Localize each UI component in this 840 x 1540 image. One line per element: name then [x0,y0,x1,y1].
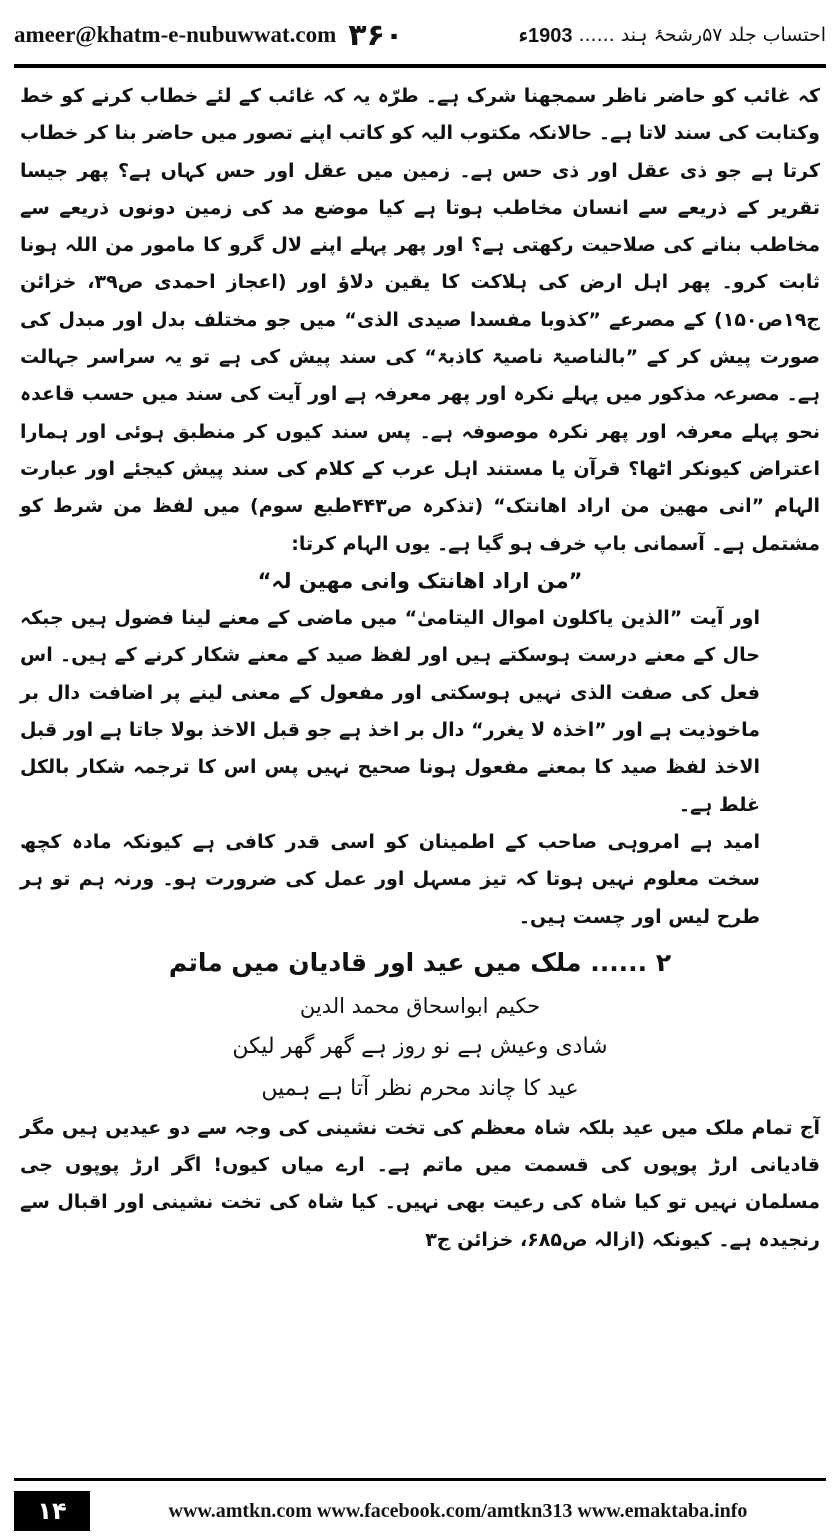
page-body [20,78,820,1259]
paragraph-1: کہ غائب کو حاضر ناظر سمجھنا شرک ہے۔ طرّہ یہ کہ غائب کے لئے خطاب کرنے کو خط وکتابت کی سند لاتا ہے۔ حالانکہ مکتوب الیہ کو کاتب اپنے تصور میں حاضر بنا کر خطاب کرتا ہے جو ذی عقل اور ذی حس ہے۔ زمین میں عقل اور حس کہاں ہے؟ پھر جیسا تقریر کے ذریعے سے انسان مخاطب ہوتا ہے کیا موضع مد کی زمین دونوں ذریعے سے مخاطب بنانے کی صلاحیت رکھتی ہے؟ اور پھر پہلے اپنے لال گرو کا مامور من اللہ ہونا ثابت کرو۔ پھر اہل ارض کی ہلاکت کا یقین دلاؤ اور (اعجاز احمدی ص۳۹، خزائن ج۱۹ص۱۵۰) کے مصرعے ”کذوبا مفسدا صیدی الذی“ میں جو مختلف بدل اور مبدل کی صورت پیش کر کے ”بالناصیۃ ناصیۃ کاذبۃ“ کی سند پیش کی ہے تو یہ سراسر جہالت ہے۔ مصرعہ مذکور میں پہلے نکرہ اور پھر معرفہ ہے اور آیت کی سند میں حسب قاعدہ نحو پہلے معرفہ اور پھر نکرہ موصوفہ ہے۔ پس سند کیوں کر منطبق ہوئی اور ہمارا اعتراض کیونکر اٹھا؟ قرآن یا مستند اہل عرب کے کلام کی سند پیش کیجئے اور عبارت الہام ”انی مھین من اراد اھانتک“ (تذکرہ ص۴۴۳طبع سوم) میں لفظ من شرط کو مشتمل ہے۔ آسمانی باپ خرف ہو گیا ہے۔ یوں الہام کرتا: [20,85,821,555]
verse-line-2: عید کا چاند محرم نظر آتا ہے ہمیں [261,1075,579,1101]
paragraph-3: امید ہے امروہی صاحب کے اطمینان کو اسی قدر کافی ہے کیونکہ مادہ کچھ سخت معلوم نہیں ہوتا کہ تیز مسہل اور عمل کی ضرورت ہو۔ ورنہ ہم تو ہر طرح لیس اور چست ہیں۔ [20,830,760,928]
page-header [14,12,826,58]
header-year: 1903ء [518,24,573,47]
header-left [14,18,403,53]
verse-line-1: شادی وعیش ہے نو روز ہے گھر گھر لیکن [232,1033,608,1059]
page-footer [14,1490,826,1532]
paragraph-4: آج تمام ملک میں عید بلکہ شاہ معظم کی تخت نشینی کی وجہ سے دو عیدیں ہیں مگر قادیانی ارڑ پوپوں کی قسمت میں ماتم ہے۔ ارے میاں کیوں! اگر ارڑ پوپوں جی مسلمان نہیں تو کیا شاہ کی رعیت بھی نہیں۔ کیا شاہ کی تخت نشینی اور اقبال سے رنجیدہ ہے۔ کیونکہ (ازالہ ص۶۸۵، خزائن ج۳ [20,1116,820,1251]
header-title [519,23,826,48]
folio-number: ۱۴ [14,1491,90,1531]
header-dots: ...... [578,24,615,46]
quote-line: ”من اراد اھانتک وانی مھین لہ“ [257,568,583,593]
section-heading: ۲ ...... ملک میں عید اور قادیان میں ماتم [168,947,672,977]
header-email: ameer@khatm-e-nubuwwat.com [14,22,337,47]
footer-urls: www.amtkn.com www.facebook.com/amtkn313 www.emaktaba.info [168,1499,748,1522]
author-name: حکیم ابواسحاق محمد الدین [299,993,541,1018]
book-title: احتساب جلد ۵۷رشحۂ ہند [620,24,826,46]
paragraph-2: اور آیت ”الذین یاکلون اموال الیتامیٰ“ میں ماضی کے معنے لینا فضول ہیں جبکہ حال کے معنے درست ہوسکتے ہیں اور لفظ صید کے معنے شکار کرنے کے ہیں۔ اس فعل کی صفت الذی نہیں ہوسکتی اور مفعول کے معنی لینے پر اضافت دال بر ماخوذیت ہے اور ”اخذہ لا یغرر“ دال بر اخذ ہے جو قبل الاخذ بولا جاتا ہے اور قبل الاخذ لفظ صید کا بمعنے مفعول ہونا صحیح نہیں پس اس کا ترجمہ شکار بالکل غلط ہے۔ [20,607,760,816]
header-rule [14,64,826,68]
footer-rule [14,1478,826,1481]
page-number: ۳۶۰ [348,17,404,53]
